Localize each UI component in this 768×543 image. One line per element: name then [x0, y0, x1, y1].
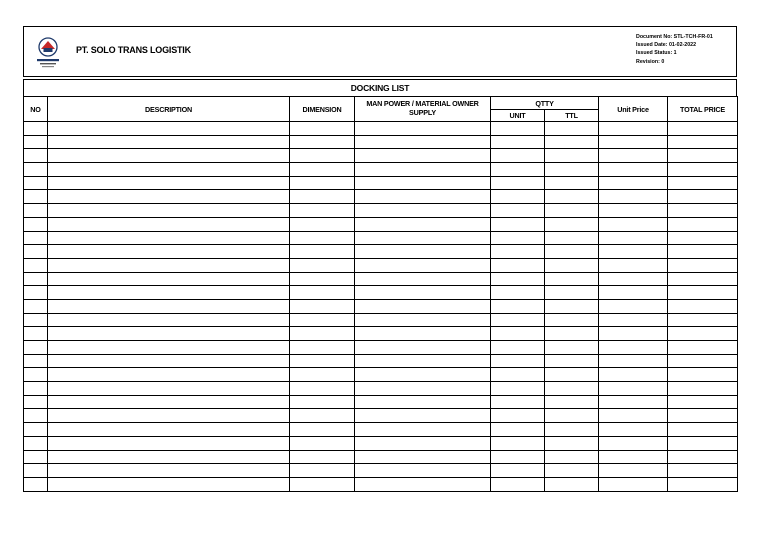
cell-total-price[interactable]: [668, 163, 738, 177]
issued-date: Issued Date: 01-02-2022: [636, 42, 697, 49]
cell-manpower[interactable]: [355, 368, 491, 382]
cell-unit[interactable]: [491, 163, 545, 177]
cell-unit[interactable]: [491, 286, 545, 300]
cell-description[interactable]: [48, 286, 290, 300]
cell-unit[interactable]: [491, 341, 545, 355]
cell-no[interactable]: [24, 231, 48, 245]
cell-no[interactable]: [24, 354, 48, 368]
cell-total-price[interactable]: [668, 382, 738, 396]
table-row: [24, 354, 738, 368]
cell-unit[interactable]: [491, 368, 545, 382]
cell-dimension[interactable]: [290, 341, 355, 355]
cell-total-price[interactable]: [668, 299, 738, 313]
cell-manpower[interactable]: [355, 122, 491, 136]
cell-ttl[interactable]: [545, 272, 599, 286]
table-row: [24, 190, 738, 204]
cell-ttl[interactable]: [545, 313, 599, 327]
cell-unit-price[interactable]: [599, 423, 668, 437]
cell-unit[interactable]: [491, 176, 545, 190]
cell-no[interactable]: [24, 450, 48, 464]
cell-description[interactable]: [48, 368, 290, 382]
table-row: [24, 258, 738, 272]
cell-no[interactable]: [24, 149, 48, 163]
cell-unit[interactable]: [491, 258, 545, 272]
cell-unit-price[interactable]: [599, 286, 668, 300]
cell-manpower[interactable]: [355, 231, 491, 245]
cell-unit-price[interactable]: [599, 450, 668, 464]
cell-description[interactable]: [48, 464, 290, 478]
cell-ttl[interactable]: [545, 409, 599, 423]
cell-total-price[interactable]: [668, 204, 738, 218]
cell-description[interactable]: [48, 163, 290, 177]
table-row: [24, 176, 738, 190]
cell-dimension[interactable]: [290, 450, 355, 464]
col-dimension-header: DIMENSION: [290, 97, 355, 122]
cell-total-price[interactable]: [668, 286, 738, 300]
cell-description[interactable]: [48, 341, 290, 355]
cell-no[interactable]: [24, 217, 48, 231]
col-unit-price-header: Unit Price: [599, 97, 668, 122]
cell-unit-price[interactable]: [599, 436, 668, 450]
cell-manpower[interactable]: [355, 204, 491, 218]
col-qtty-header: QTTY: [491, 97, 599, 110]
table-row: [24, 217, 738, 231]
table-row: [24, 122, 738, 136]
table-row: [24, 135, 738, 149]
table-row: [24, 464, 738, 478]
cell-dimension[interactable]: [290, 231, 355, 245]
cell-manpower[interactable]: [355, 354, 491, 368]
cell-ttl[interactable]: [545, 190, 599, 204]
cell-ttl[interactable]: [545, 149, 599, 163]
table-row: [24, 423, 738, 437]
cell-total-price[interactable]: [668, 149, 738, 163]
cell-total-price[interactable]: [668, 395, 738, 409]
cell-ttl[interactable]: [545, 423, 599, 437]
cell-manpower[interactable]: [355, 327, 491, 341]
cell-dimension[interactable]: [290, 258, 355, 272]
cell-ttl[interactable]: [545, 204, 599, 218]
col-manpower-header: MAN POWER / MATERIAL OWNER SUPPLY: [355, 97, 491, 122]
table-row: [24, 149, 738, 163]
cell-manpower[interactable]: [355, 190, 491, 204]
cell-dimension[interactable]: [290, 299, 355, 313]
revision: Revision: 0: [636, 58, 665, 65]
table-row: [24, 313, 738, 327]
cell-manpower[interactable]: [355, 258, 491, 272]
cell-no[interactable]: [24, 135, 48, 149]
cell-total-price[interactable]: [668, 477, 738, 491]
table-row: [24, 327, 738, 341]
cell-ttl[interactable]: [545, 258, 599, 272]
cell-description[interactable]: [48, 409, 290, 423]
cell-dimension[interactable]: [290, 204, 355, 218]
cell-unit[interactable]: [491, 149, 545, 163]
cell-manpower[interactable]: [355, 436, 491, 450]
cell-dimension[interactable]: [290, 176, 355, 190]
cell-description[interactable]: [48, 231, 290, 245]
cell-description[interactable]: [48, 395, 290, 409]
cell-no[interactable]: [24, 409, 48, 423]
cell-ttl[interactable]: [545, 163, 599, 177]
cell-no[interactable]: [24, 176, 48, 190]
cell-manpower[interactable]: [355, 464, 491, 478]
cell-unit[interactable]: [491, 231, 545, 245]
cell-dimension[interactable]: [290, 135, 355, 149]
cell-unit-price[interactable]: [599, 477, 668, 491]
cell-unit-price[interactable]: [599, 258, 668, 272]
cell-total-price[interactable]: [668, 258, 738, 272]
cell-unit-price[interactable]: [599, 231, 668, 245]
cell-manpower[interactable]: [355, 149, 491, 163]
cell-unit-price[interactable]: [599, 299, 668, 313]
cell-dimension[interactable]: [290, 286, 355, 300]
cell-dimension[interactable]: [290, 313, 355, 327]
cell-total-price[interactable]: [668, 135, 738, 149]
cell-manpower[interactable]: [355, 176, 491, 190]
cell-unit[interactable]: [491, 299, 545, 313]
cell-unit-price[interactable]: [599, 313, 668, 327]
cell-ttl[interactable]: [545, 122, 599, 136]
cell-no[interactable]: [24, 245, 48, 259]
cell-dimension[interactable]: [290, 436, 355, 450]
cell-description[interactable]: [48, 149, 290, 163]
cell-description[interactable]: [48, 217, 290, 231]
cell-dimension[interactable]: [290, 327, 355, 341]
cell-unit-price[interactable]: [599, 464, 668, 478]
cell-dimension[interactable]: [290, 272, 355, 286]
table-row: [24, 341, 738, 355]
cell-ttl[interactable]: [545, 477, 599, 491]
cell-dimension[interactable]: [290, 368, 355, 382]
cell-description[interactable]: [48, 423, 290, 437]
cell-ttl[interactable]: [545, 436, 599, 450]
cell-manpower[interactable]: [355, 423, 491, 437]
cell-dimension[interactable]: [290, 190, 355, 204]
cell-unit[interactable]: [491, 477, 545, 491]
cell-unit-price[interactable]: [599, 217, 668, 231]
cell-manpower[interactable]: [355, 272, 491, 286]
cell-no[interactable]: [24, 341, 48, 355]
col-ttl-header: TTL: [545, 110, 599, 122]
table-row: [24, 477, 738, 491]
cell-manpower[interactable]: [355, 286, 491, 300]
col-total-price-header: TOTAL PRICE: [668, 97, 738, 122]
cell-ttl[interactable]: [545, 450, 599, 464]
cell-description[interactable]: [48, 436, 290, 450]
cell-description[interactable]: [48, 382, 290, 396]
cell-no[interactable]: [24, 327, 48, 341]
cell-description[interactable]: [48, 122, 290, 136]
cell-ttl[interactable]: [545, 231, 599, 245]
col-description-header: DESCRIPTION: [48, 97, 290, 122]
cell-unit-price[interactable]: [599, 327, 668, 341]
cell-unit-price[interactable]: [599, 190, 668, 204]
cell-unit[interactable]: [491, 204, 545, 218]
table-row: [24, 382, 738, 396]
cell-unit-price[interactable]: [599, 341, 668, 355]
cell-manpower[interactable]: [355, 450, 491, 464]
cell-dimension[interactable]: [290, 149, 355, 163]
cell-unit[interactable]: [491, 190, 545, 204]
cell-unit-price[interactable]: [599, 409, 668, 423]
table-row: [24, 231, 738, 245]
cell-dimension[interactable]: [290, 354, 355, 368]
table-row: [24, 409, 738, 423]
cell-manpower[interactable]: [355, 135, 491, 149]
cell-no[interactable]: [24, 163, 48, 177]
cell-no[interactable]: [24, 423, 48, 437]
cell-total-price[interactable]: [668, 217, 738, 231]
cell-no[interactable]: [24, 190, 48, 204]
cell-ttl[interactable]: [545, 354, 599, 368]
docking-list-sheet: [23, 26, 737, 492]
table-row: [24, 204, 738, 218]
cell-total-price[interactable]: [668, 313, 738, 327]
cell-dimension[interactable]: [290, 163, 355, 177]
document-info: [636, 33, 713, 66]
table-row: [24, 436, 738, 450]
col-unit-header: UNIT: [491, 110, 545, 122]
cell-description[interactable]: [48, 354, 290, 368]
cell-manpower[interactable]: [355, 163, 491, 177]
cell-unit[interactable]: [491, 409, 545, 423]
cell-unit-price[interactable]: [599, 395, 668, 409]
cell-description[interactable]: [48, 204, 290, 218]
cell-ttl[interactable]: [545, 245, 599, 259]
cell-dimension[interactable]: [290, 245, 355, 259]
table-row: [24, 299, 738, 313]
cell-no[interactable]: [24, 272, 48, 286]
cell-unit[interactable]: [491, 135, 545, 149]
table-row: [24, 450, 738, 464]
cell-description[interactable]: [48, 477, 290, 491]
cell-description[interactable]: [48, 327, 290, 341]
cell-description[interactable]: [48, 450, 290, 464]
cell-dimension[interactable]: [290, 217, 355, 231]
cell-ttl[interactable]: [545, 217, 599, 231]
cell-unit[interactable]: [491, 245, 545, 259]
cell-unit[interactable]: [491, 217, 545, 231]
cell-manpower[interactable]: [355, 382, 491, 396]
cell-dimension[interactable]: [290, 464, 355, 478]
cell-total-price[interactable]: [668, 450, 738, 464]
company-name: PT. SOLO TRANS LOGISTIK: [76, 45, 191, 55]
cell-no[interactable]: [24, 464, 48, 478]
table-row: [24, 245, 738, 259]
table-row: [24, 163, 738, 177]
cell-unit-price[interactable]: [599, 135, 668, 149]
cell-no[interactable]: [24, 286, 48, 300]
col-no-header: NO: [24, 97, 48, 122]
company-logo: [35, 36, 61, 70]
cell-no[interactable]: [24, 477, 48, 491]
cell-total-price[interactable]: [668, 122, 738, 136]
cell-description[interactable]: [48, 245, 290, 259]
table-row: [24, 272, 738, 286]
cell-dimension[interactable]: [290, 382, 355, 396]
cell-unit[interactable]: [491, 354, 545, 368]
cell-unit[interactable]: [491, 395, 545, 409]
cell-unit[interactable]: [491, 382, 545, 396]
cell-ttl[interactable]: [545, 135, 599, 149]
cell-dimension[interactable]: [290, 395, 355, 409]
cell-unit-price[interactable]: [599, 163, 668, 177]
cell-description[interactable]: [48, 299, 290, 313]
cell-unit[interactable]: [491, 272, 545, 286]
cell-no[interactable]: [24, 313, 48, 327]
page-title: DOCKING LIST: [23, 79, 737, 96]
table-row: [24, 286, 738, 300]
cell-unit[interactable]: [491, 464, 545, 478]
docking-list-table: [23, 96, 738, 492]
cell-dimension[interactable]: [290, 122, 355, 136]
cell-total-price[interactable]: [668, 272, 738, 286]
cell-unit-price[interactable]: [599, 122, 668, 136]
cell-ttl[interactable]: [545, 464, 599, 478]
issued-status: Issued Status: 1: [636, 50, 677, 57]
cell-total-price[interactable]: [668, 231, 738, 245]
cell-manpower[interactable]: [355, 341, 491, 355]
cell-ttl[interactable]: [545, 382, 599, 396]
cell-unit[interactable]: [491, 327, 545, 341]
cell-unit-price[interactable]: [599, 204, 668, 218]
cell-unit-price[interactable]: [599, 272, 668, 286]
cell-no[interactable]: [24, 436, 48, 450]
cell-ttl[interactable]: [545, 368, 599, 382]
cell-manpower[interactable]: [355, 245, 491, 259]
cell-total-price[interactable]: [668, 245, 738, 259]
cell-no[interactable]: [24, 368, 48, 382]
cell-no[interactable]: [24, 299, 48, 313]
cell-no[interactable]: [24, 258, 48, 272]
cell-unit[interactable]: [491, 450, 545, 464]
cell-total-price[interactable]: [668, 341, 738, 355]
cell-description[interactable]: [48, 313, 290, 327]
cell-total-price[interactable]: [668, 327, 738, 341]
cell-unit-price[interactable]: [599, 149, 668, 163]
cell-total-price[interactable]: [668, 423, 738, 437]
cell-total-price[interactable]: [668, 190, 738, 204]
cell-ttl[interactable]: [545, 286, 599, 300]
cell-total-price[interactable]: [668, 176, 738, 190]
table-body: [24, 122, 738, 492]
cell-total-price[interactable]: [668, 436, 738, 450]
cell-description[interactable]: [48, 176, 290, 190]
cell-total-price[interactable]: [668, 368, 738, 382]
cell-manpower[interactable]: [355, 313, 491, 327]
cell-unit-price[interactable]: [599, 176, 668, 190]
cell-unit[interactable]: [491, 423, 545, 437]
cell-ttl[interactable]: [545, 341, 599, 355]
cell-no[interactable]: [24, 395, 48, 409]
cell-no[interactable]: [24, 204, 48, 218]
cell-total-price[interactable]: [668, 409, 738, 423]
cell-dimension[interactable]: [290, 409, 355, 423]
cell-unit-price[interactable]: [599, 382, 668, 396]
cell-ttl[interactable]: [545, 327, 599, 341]
cell-unit[interactable]: [491, 436, 545, 450]
cell-no[interactable]: [24, 382, 48, 396]
cell-unit[interactable]: [491, 313, 545, 327]
form-header: [23, 26, 737, 77]
table-row: [24, 395, 738, 409]
cell-description[interactable]: [48, 135, 290, 149]
cell-description[interactable]: [48, 272, 290, 286]
cell-description[interactable]: [48, 258, 290, 272]
cell-manpower[interactable]: [355, 477, 491, 491]
cell-manpower[interactable]: [355, 299, 491, 313]
cell-total-price[interactable]: [668, 464, 738, 478]
cell-description[interactable]: [48, 190, 290, 204]
cell-ttl[interactable]: [545, 395, 599, 409]
cell-no[interactable]: [24, 122, 48, 136]
cell-manpower[interactable]: [355, 395, 491, 409]
cell-manpower[interactable]: [355, 217, 491, 231]
cell-ttl[interactable]: [545, 299, 599, 313]
cell-unit-price[interactable]: [599, 368, 668, 382]
cell-unit-price[interactable]: [599, 354, 668, 368]
cell-total-price[interactable]: [668, 354, 738, 368]
document-number: Document No: STL-TCH-FR-01: [636, 34, 713, 40]
cell-unit-price[interactable]: [599, 245, 668, 259]
cell-dimension[interactable]: [290, 423, 355, 437]
cell-dimension[interactable]: [290, 477, 355, 491]
cell-ttl[interactable]: [545, 176, 599, 190]
cell-manpower[interactable]: [355, 409, 491, 423]
table-row: [24, 368, 738, 382]
cell-unit[interactable]: [491, 122, 545, 136]
